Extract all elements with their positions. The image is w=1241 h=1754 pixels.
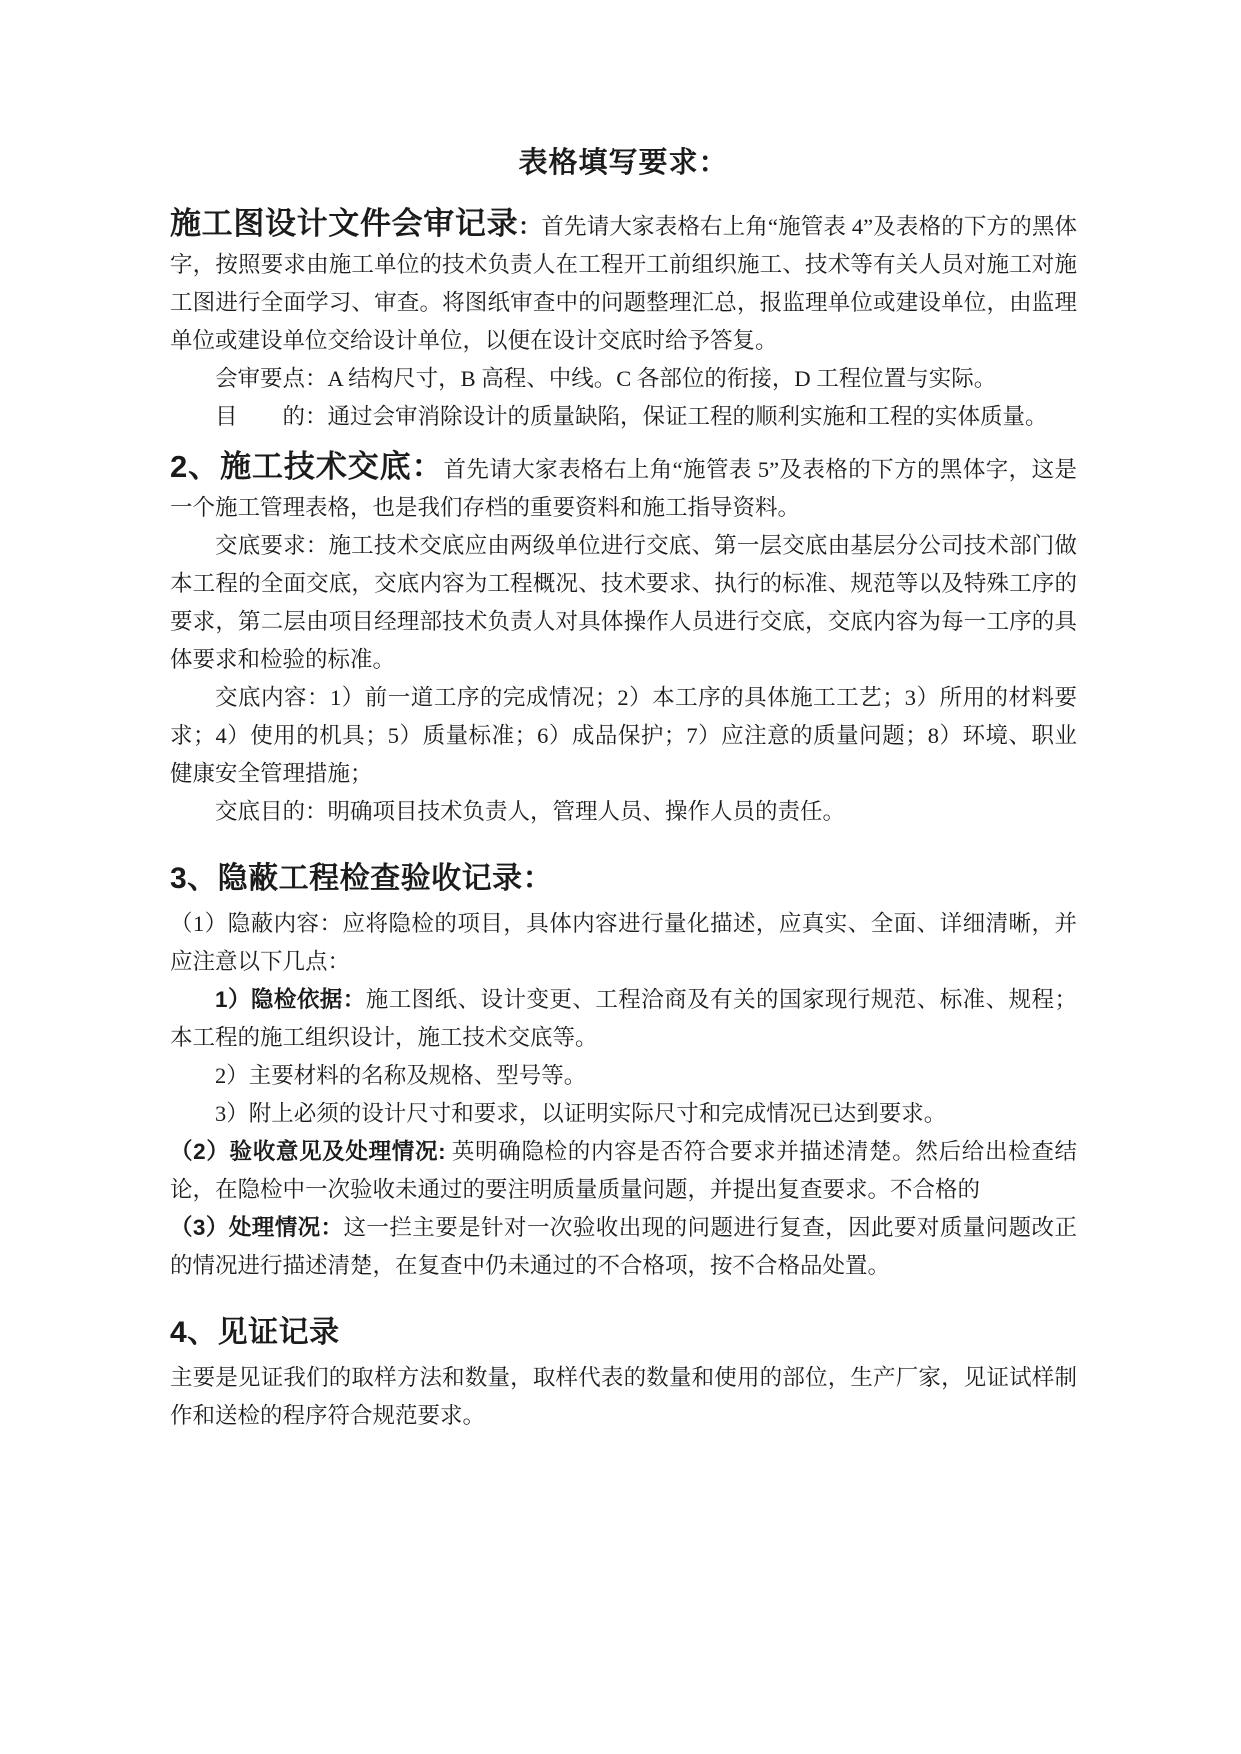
section2-paragraph-requirements: 交底要求：施工技术交底应由两级单位进行交底、第一层交底由基层分公司技术部门做本工程的全面交底，交底内容为工程概况、技术要求、执行的标准、规范等以及特殊工序的要求，第二层由项目经理部技术负责人对具体操作人员进行交底，交底内容为每一工序的具体要求和检验的标准。 <box>170 533 1077 672</box>
section2-heading: 2、施工技术交底： <box>170 449 444 484</box>
section3-item2-label: （2）验收意见及处理情况: <box>170 1139 446 1164</box>
section4-heading: 4、见证记录 <box>170 1316 340 1349</box>
section2-intro-paragraph <box>170 448 1077 527</box>
section1-point-review: 会审要点：A 结构尺寸，B 高程、中线。C 各部位的衔接，D 工程位置与实际。 <box>215 366 997 391</box>
section1-point-purpose: 目 的：通过会审消除设计的质量缺陷，保证工程的顺利实施和工程的实体质量。 <box>215 404 1048 429</box>
section1-heading: 施工图设计文件会审记录 <box>170 206 519 241</box>
section3-sub1-text: 施工图纸、设计变更、工程洽商及有关的国家现行规范、标准、规程；本工程的施工组织设计，施工技术交底等。 <box>170 987 1077 1050</box>
section3-item3-text: 这一拦主要是针对一次验收出现的问题进行复查，因此要对质量问题改正的情况进行描述清楚，在复查中仍未通过的不合格项，按不合格品处置。 <box>170 1215 1077 1278</box>
section3-item2-text: 英明确隐检的内容是否符合要求并描述清楚。然后给出检查结论，在隐检中一次验收未通过的要注明质量质量问题，并提出复查要求。不合格的 <box>170 1139 1077 1202</box>
section3-sub1-paragraph <box>170 981 1077 1057</box>
section1-heading-colon: ： <box>518 214 542 239</box>
section2-intro-text: 首先请大家表格右上角“施管表 5”及表格的下方的黑体字，这是一个施工管理表格，也是我们存档的重要资料和施工指导资料。 <box>170 457 1077 520</box>
section3-item1-paragraph: （1）隐蔽内容：应将隐检的项目，具体内容进行量化描述，应真实、全面、详细清晰，并应注意以下几点： <box>170 911 1077 974</box>
section1-intro-text: 首先请大家表格右上角“施管表 4”及表格的下方的黑体字，按照要求由施工单位的技术负责人在工程开工前组织施工、技术等有关人员对施工对施工图进行全面学习、审查。将图纸审查中的问题整理汇总，报监理单位或建设单位，由监理单位或建设单位交给设计单位，以便在设计交底时给予答复。 <box>170 214 1078 353</box>
section3-item3-paragraph <box>170 1209 1077 1285</box>
section3-sub3-paragraph: 3）附上必须的设计尺寸和要求，以证明实际尺寸和完成情况已达到要求。 <box>215 1101 947 1126</box>
section1-intro-paragraph <box>170 205 1077 360</box>
section3-item2-paragraph <box>170 1133 1077 1209</box>
section2-paragraph-purpose: 交底目的：明确项目技术负责人，管理人员、操作人员的责任。 <box>215 799 846 824</box>
section3-sub1-label: 1）隐检依据： <box>215 987 366 1012</box>
page-title: 表格填写要求： <box>518 147 729 179</box>
section3-heading: 3、隐蔽工程检查验收记录： <box>170 862 554 895</box>
section3-sub2-paragraph: 2）主要材料的名称及规格、型号等。 <box>215 1063 587 1088</box>
section2-paragraph-contents: 交底内容：1）前一道工序的完成情况；2）本工序的具体施工工艺；3）所用的材料要求；4）使用的机具；5）质量标准；6）成品保护；7）应注意的质量问题；8）环境、职业健康安全管理措施； <box>170 685 1077 786</box>
section4-body-paragraph: 主要是见证我们的取样方法和数量，取样代表的数量和使用的部位，生产厂家，见证试样制作和送检的程序符合规范要求。 <box>170 1365 1077 1428</box>
section3-item3-label: （3）处理情况： <box>170 1215 344 1240</box>
